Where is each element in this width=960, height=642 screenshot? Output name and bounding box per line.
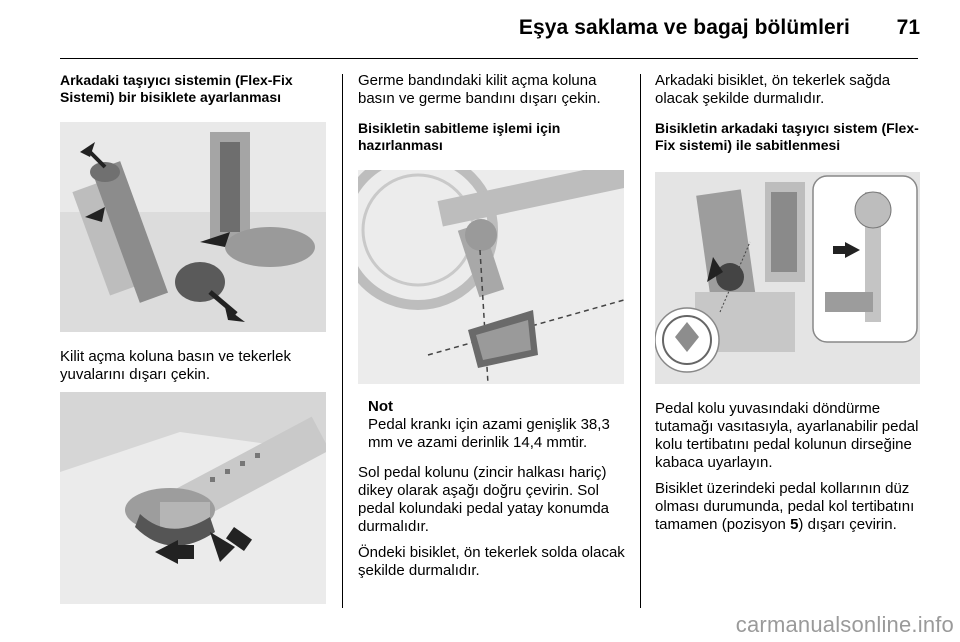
page-header	[0, 0, 960, 62]
instruction-paragraph: Germe bandındaki kilit açma koluna basın ve germe bandını dışarı çekin.	[358, 72, 601, 107]
note-label: Not	[368, 398, 393, 415]
instruction-paragraph: Öndeki bisiklet, ön tekerlek solda olacak şekilde durmalıdır.	[358, 544, 625, 579]
position-number: 5	[790, 516, 799, 533]
column-divider-1	[342, 74, 343, 608]
watermark: carmanualsonline.info	[735, 612, 954, 637]
section-title: Eşya saklama ve bagaj bölümleri	[518, 16, 850, 39]
header-divider	[60, 58, 918, 59]
instruction-paragraph	[655, 480, 920, 534]
section-heading-prepare-bike: Bisikletin sabitleme işlemi için hazırlanması	[358, 120, 561, 153]
column-1	[60, 72, 326, 106]
note-block	[358, 398, 626, 580]
note-text: Pedal krankı için azami genişlik 38,3 mm ve azami derinlik 14,4 mmtir.	[368, 416, 610, 451]
page-number: 71	[896, 16, 920, 39]
instruction-paragraph: Pedal kolu yuvasındaki döndürme tutamağı vasıtasıyla, ayarlanabilir pedal kolu tertibatını pedal kolunun dirseğine kabaca uyarlayın.	[655, 400, 919, 471]
column-1-text-2	[60, 348, 326, 384]
instruction-text-end: ) dışarı çevirin.	[798, 516, 897, 533]
column-divider-2	[640, 74, 641, 608]
illustration-pedal-arm-assembly	[655, 172, 920, 384]
illustration-carrier-wheel-cradles	[60, 122, 326, 332]
illustration-pull-out-cradle	[60, 392, 326, 604]
instruction-paragraph: Sol pedal kolunu (zincir halkası hariç) dikey olarak aşağı doğru çevirin. Sol pedal kolundaki pedal yatay konumda durmalıdır.	[358, 464, 610, 535]
illustration-pedal-crank	[358, 170, 624, 384]
column-2	[358, 72, 626, 154]
column-3-text-2	[655, 400, 920, 534]
section-heading-flexfix-adjust: Arkadaki taşıyıcı sistemin (Flex-Fix Sistemi) bir bisiklete ayarlanması	[60, 72, 293, 105]
column-3	[655, 72, 920, 154]
section-heading-secure-bike: Bisikletin arkadaki taşıyıcı sistem (Flex-Fix sistemi) ile sabitlenmesi	[655, 120, 919, 153]
instruction-text-start: Bisiklet üzerindeki pedal kollarının düz olması durumunda, pedal kol tertibatını tamamen (pozisyon	[655, 480, 915, 533]
instruction-paragraph: Kilit açma koluna basın ve tekerlek yuvalarını dışarı çekin.	[60, 348, 291, 383]
instruction-paragraph: Arkadaki bisiklet, ön tekerlek sağda olacak şekilde durmalıdır.	[655, 72, 891, 107]
